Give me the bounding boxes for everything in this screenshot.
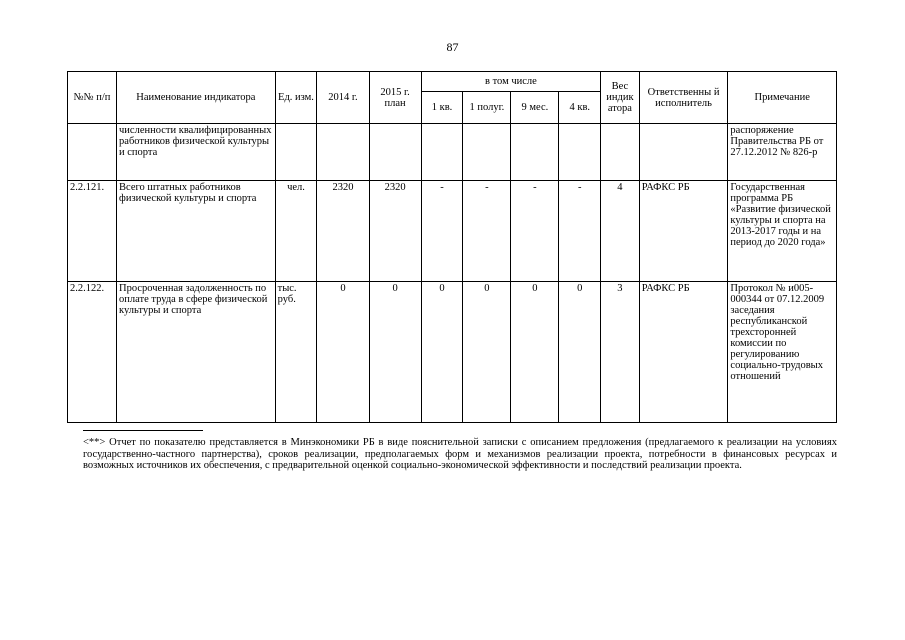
cell-2014: 0	[317, 282, 369, 423]
header-9m: 9 мес.	[511, 92, 559, 124]
cell-unit: чел.	[275, 181, 317, 282]
footnote-divider	[83, 430, 203, 431]
table-row	[68, 282, 837, 423]
cell-2015	[369, 124, 421, 181]
cell-num: 2.2.122.	[68, 282, 117, 423]
cell-name: численности квалифицированных работников физической культуры и спорта	[117, 124, 276, 181]
cell-h1	[463, 124, 511, 181]
cell-num	[68, 124, 117, 181]
cell-q4: -	[559, 181, 601, 282]
cell-responsible: РАФКС РБ	[639, 282, 728, 423]
cell-q1: 0	[421, 282, 463, 423]
cell-weight	[601, 124, 640, 181]
cell-unit: тыс. руб.	[275, 282, 317, 423]
cell-2015: 0	[369, 282, 421, 423]
cell-note: Государственная программа РБ «Развитие физической культуры и спорта на 2013-2017 годы и на период до 2020 года»	[728, 181, 837, 282]
cell-q1	[421, 124, 463, 181]
cell-weight: 3	[601, 282, 640, 423]
header-including: в том числе	[421, 72, 600, 92]
cell-num: 2.2.121.	[68, 181, 117, 282]
header-responsible: Ответственны й исполнитель	[639, 72, 728, 124]
header-num: №№ п/п	[68, 72, 117, 124]
cell-h1: 0	[463, 282, 511, 423]
cell-weight: 4	[601, 181, 640, 282]
table-row	[68, 124, 837, 181]
header-weight: Вес индик атора	[601, 72, 640, 124]
footnote: <**> Отчет по показателю представляется в Минэкономики РБ в виде пояснительной записки с описанием предложения (предлагаемого к реализации на условиях государственно-частного партнерства), сроков реализации, предполагаемых форм и механизмов реализации проекта, потребности в финансовых ресурсах и возможных источников их обеспечения, с предварительной оценкой социально-экономической эффективности и последствий реализации проекта.	[83, 437, 837, 471]
table-row	[68, 181, 837, 282]
header-q1: 1 кв.	[421, 92, 463, 124]
cell-2014	[317, 124, 369, 181]
cell-name: Просроченная задолженность по оплате труда в сфере физической культуры и спорта	[117, 282, 276, 423]
cell-9m: 0	[511, 282, 559, 423]
cell-q1: -	[421, 181, 463, 282]
indicator-table	[67, 71, 837, 423]
header-unit: Ед. изм.	[275, 72, 317, 124]
page-number: 87	[446, 40, 459, 54]
cell-9m: -	[511, 181, 559, 282]
header-q4: 4 кв.	[559, 92, 601, 124]
cell-h1: -	[463, 181, 511, 282]
header-h1: 1 полуг.	[463, 92, 511, 124]
cell-note: Протокол № и005-000344 от 07.12.2009 заседания республиканской трехсторонней комиссии по регулированию социально-трудовых отношений	[728, 282, 837, 423]
cell-2014: 2320	[317, 181, 369, 282]
cell-name: Всего штатных работников физической культуры и спорта	[117, 181, 276, 282]
header-2015: 2015 г. план	[369, 72, 421, 124]
cell-unit	[275, 124, 317, 181]
cell-q4: 0	[559, 282, 601, 423]
header-name: Наименование индикатора	[117, 72, 276, 124]
cell-note: распоряжение Правительства РБ от 27.12.2012 № 826-р	[728, 124, 837, 181]
cell-responsible: РАФКС РБ	[639, 181, 728, 282]
cell-2015: 2320	[369, 181, 421, 282]
cell-responsible	[639, 124, 728, 181]
cell-9m	[511, 124, 559, 181]
header-note: Примечание	[728, 72, 837, 124]
header-2014: 2014 г.	[317, 72, 369, 124]
cell-q4	[559, 124, 601, 181]
